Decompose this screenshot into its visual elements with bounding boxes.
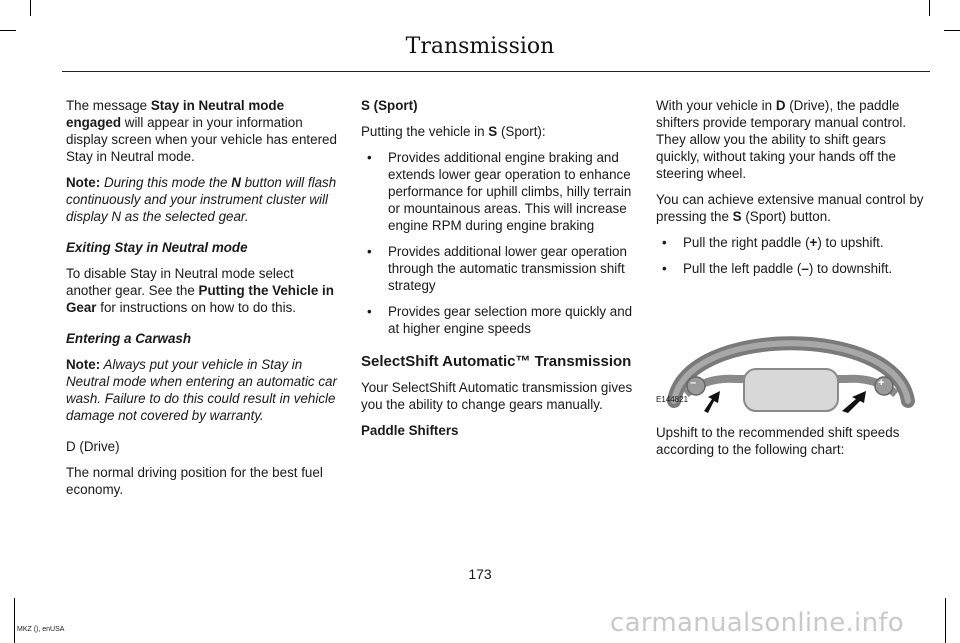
subheading-paddle: Paddle Shifters — [361, 423, 459, 438]
column-1 — [66, 97, 338, 507]
crop-mark — [929, 0, 930, 16]
list-item: • Pull the right paddle (+) to upshift. — [662, 235, 884, 250]
page-title: Transmission — [405, 34, 555, 59]
list-item: • Pull the left paddle (–) to downshift. — [662, 261, 893, 276]
plus-label: + — [878, 377, 885, 389]
subheading-sport: S (Sport) — [361, 98, 418, 113]
paragraph: With your vehicle in D (Drive), the paddle shifters provide temporary manual control. They allow you the ability to shift gears quickly, without taking your hands off the steering wheel. — [656, 98, 907, 181]
crop-mark — [0, 30, 16, 31]
steering-wheel-figure — [656, 289, 926, 414]
list-item: • Provides gear selection more quickly and at higher engine speeds — [367, 304, 633, 336]
list-item: • Provides additional lower gear operation through the automatic transmission shift strategy — [367, 244, 627, 293]
subheading-exiting: Exiting Stay in Neutral mode — [66, 240, 248, 255]
paragraph: You can achieve extensive manual control by pressing the S (Sport) button. — [656, 192, 924, 224]
note: Note: During this mode the N button will flash continuously and your instrument cluster will display N as the selected gear. — [66, 175, 337, 224]
subheading-carwash: Entering a Carwash — [66, 331, 192, 346]
note: Note: Always put your vehicle in Stay in Neutral mode when entering an automatic car wash. Failure to do this could result in vehicle damage not covered by warranty. — [66, 357, 337, 423]
crop-mark — [945, 598, 946, 643]
figure-code: E144821 — [656, 395, 689, 404]
paragraph: Upshift to the recommended shift speeds according to the following chart: — [656, 425, 900, 457]
steering-wheel-icon — [656, 289, 926, 414]
watermark: carmanualsonline.info — [610, 608, 905, 638]
crop-mark — [944, 30, 960, 31]
section-heading: SelectShift Automatic™ Transmission — [361, 353, 632, 370]
list-item: • Provides additional engine braking and extends lower gear operation to enhance performance for uphill climbs, hilly terrain or mountainous areas. This will increase engine RPM during engine braking — [367, 150, 632, 233]
paragraph: Putting the vehicle in S (Sport): — [361, 124, 546, 139]
column-2 — [361, 97, 633, 448]
paragraph: To disable Stay in Neutral mode select another gear. See the Putting the Vehicle in Gear for instructions on how to do this. — [66, 266, 334, 315]
crop-mark — [30, 0, 31, 16]
paragraph: The message Stay in Neutral mode engaged will appear in your information display screen when your vehicle has entered Stay in Neutral mode. — [66, 98, 337, 164]
page-number: 173 — [468, 566, 492, 582]
column-3 — [656, 97, 926, 467]
header-rule — [62, 71, 930, 72]
doc-code: MKZ (), enUSA — [17, 626, 65, 633]
subheading-drive: D (Drive) — [66, 439, 120, 454]
paragraph: Your SelectShift Automatic transmission gives you the ability to change gears manually. — [361, 380, 633, 412]
crop-mark — [14, 598, 15, 643]
minus-label: – — [690, 377, 697, 389]
paragraph: The normal driving position for the best fuel economy. — [66, 465, 323, 497]
